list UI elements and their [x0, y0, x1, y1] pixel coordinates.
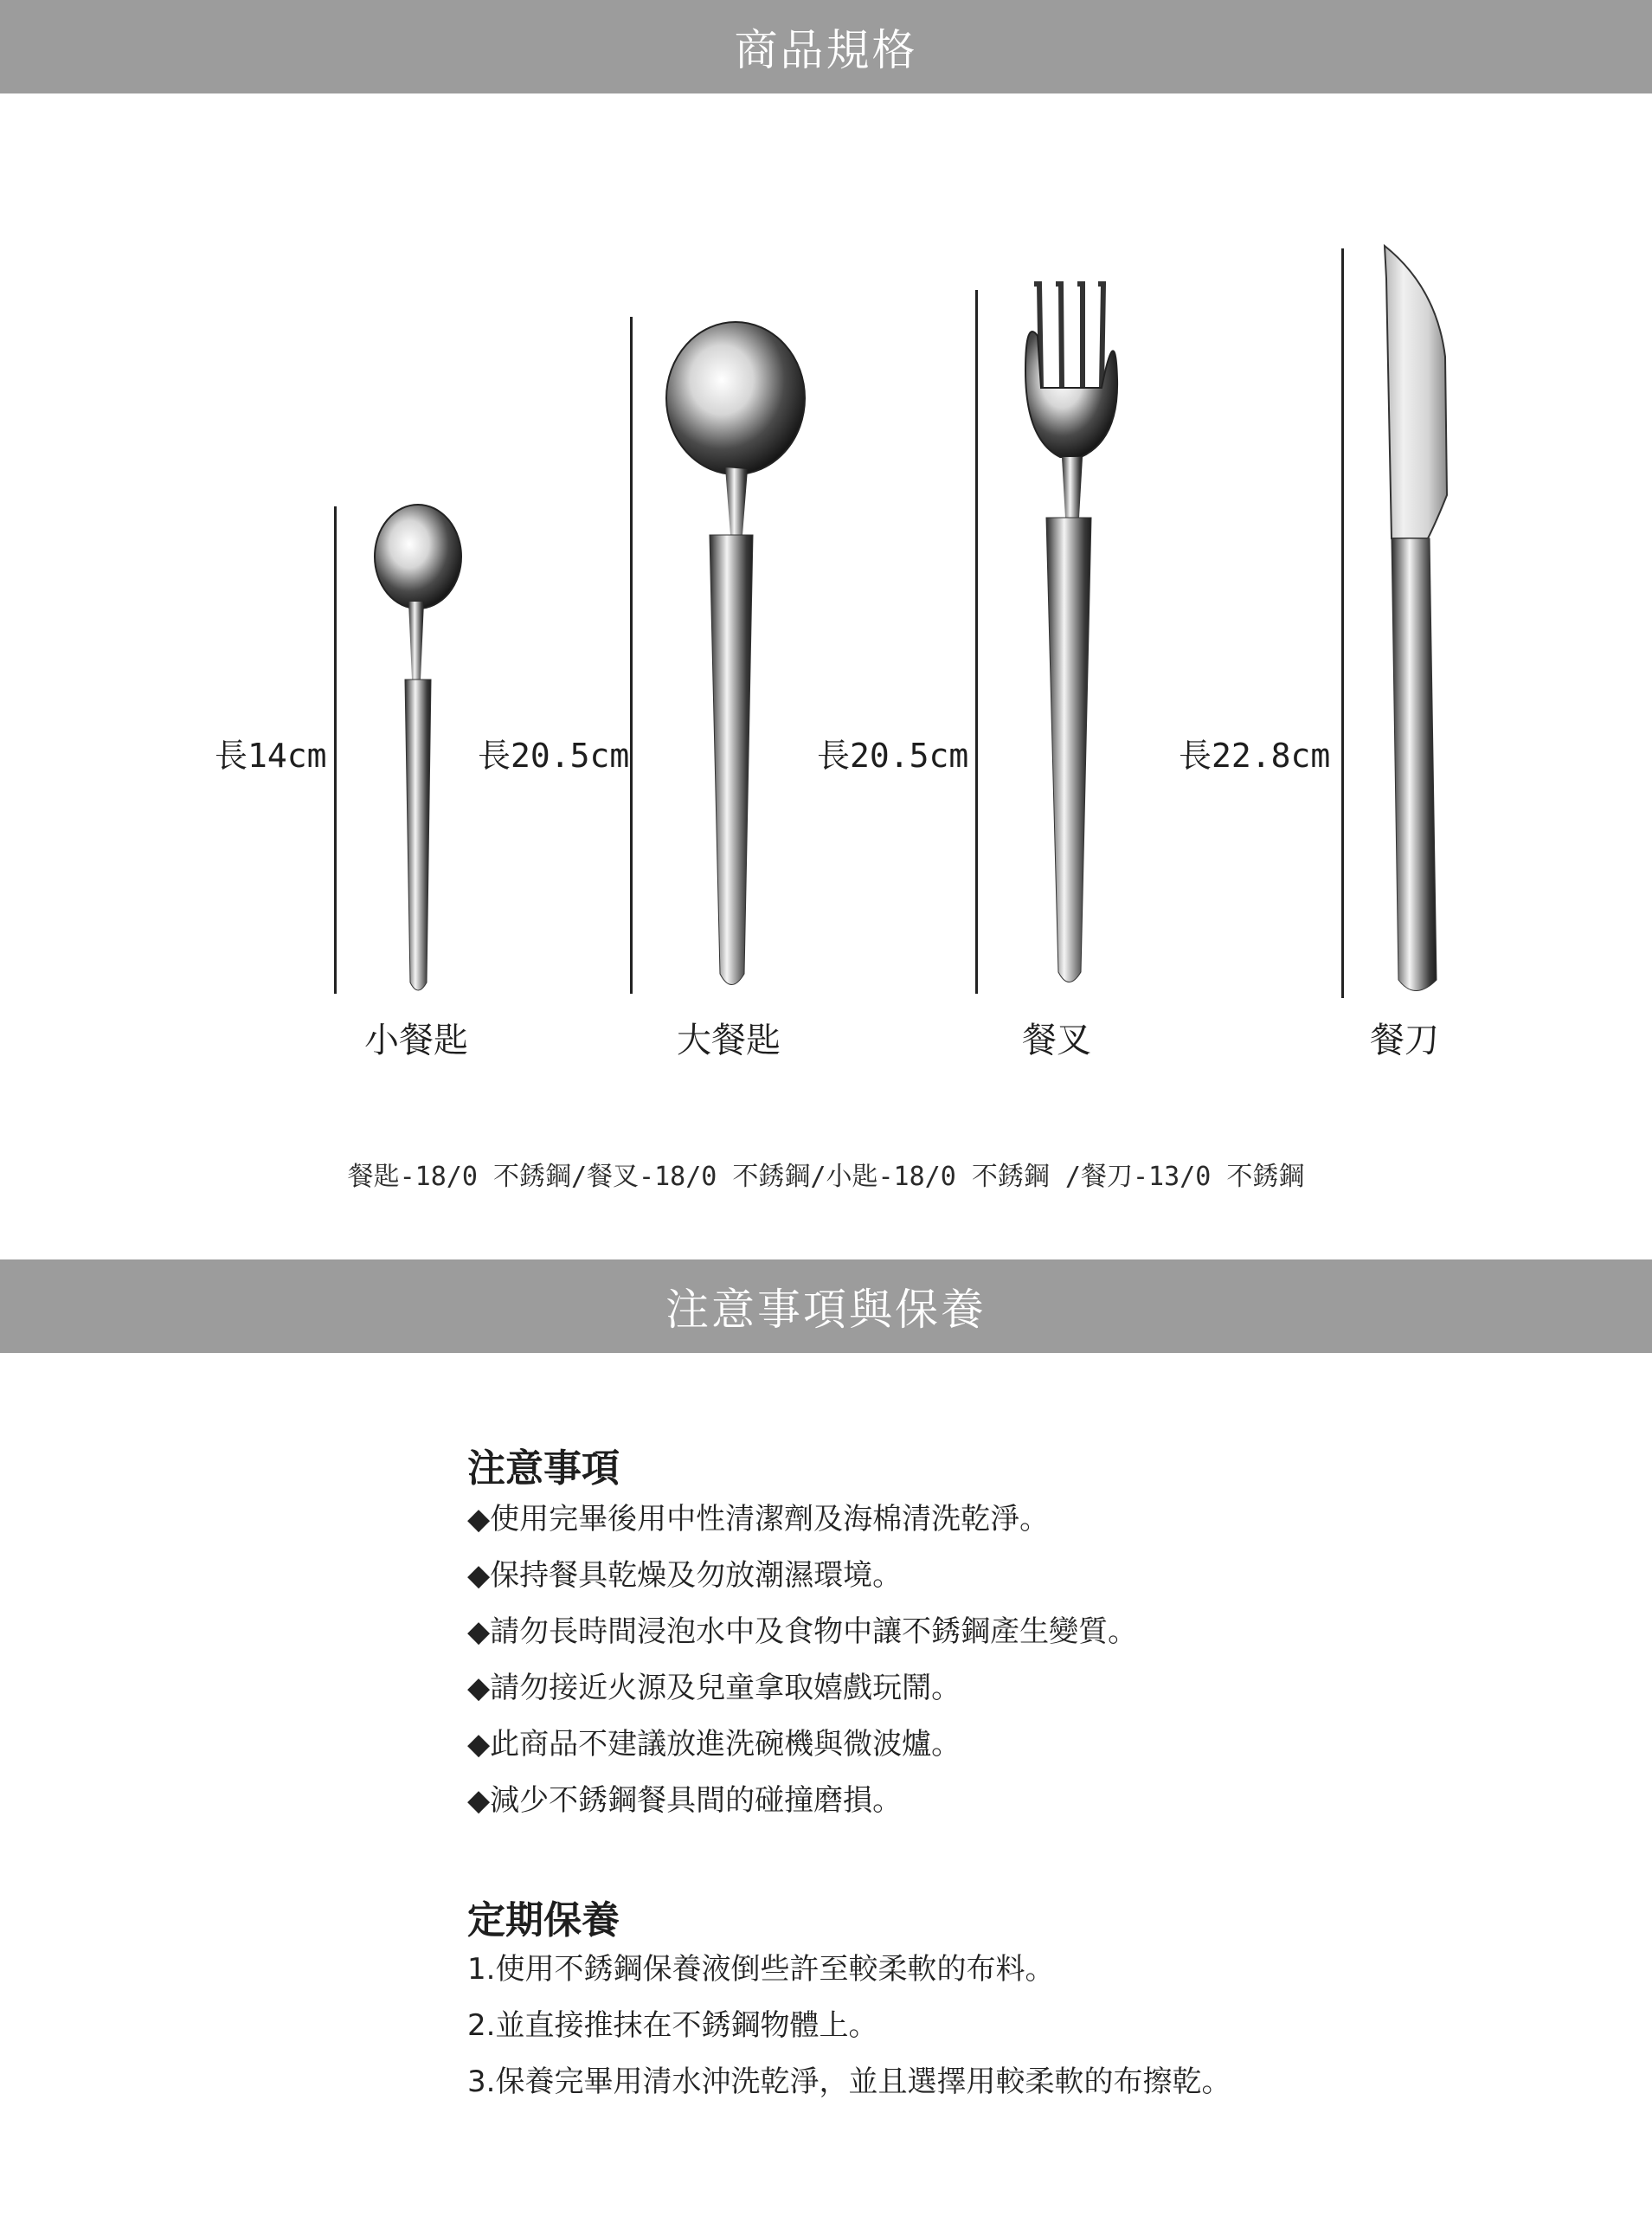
large-spoon-image	[658, 312, 822, 995]
fork-image	[1008, 284, 1129, 994]
notice-item: ◆此商品不建議放進洗碗機與微波爐。	[467, 1727, 961, 1762]
name-fork: 餐叉	[1022, 1021, 1091, 1060]
notice-item: ◆減少不銹鋼餐具間的碰撞磨損。	[467, 1783, 903, 1818]
notice-item: ◆請勿長時間浸泡水中及食物中讓不銹鋼產生變質。	[467, 1614, 1138, 1649]
spec-banner	[0, 0, 1652, 93]
maintenance-list	[467, 1942, 1231, 2110]
maintenance-item: 1.使用不銹鋼保養液倒些許至較柔軟的布料。	[467, 1952, 1055, 1987]
name-large-spoon: 大餐匙	[677, 1021, 781, 1060]
knife-image	[1376, 244, 1462, 997]
measure-line-knife	[1341, 248, 1344, 998]
length-knife: 長22.8cm	[1179, 737, 1331, 775]
notice-item: ◆使用完畢後用中性清潔劑及海棉清洗乾淨。	[467, 1502, 1050, 1536]
notice-item: ◆保持餐具乾燥及勿放潮濕環境。	[467, 1558, 903, 1593]
maintenance-item: 3.保養完畢用清水沖洗乾淨，並且選擇用較柔軟的布擦乾。	[467, 2065, 1231, 2099]
name-knife: 餐刀	[1370, 1021, 1439, 1060]
measure-line-large-spoon	[630, 317, 633, 994]
notice-title: 注意事項	[467, 1446, 620, 1491]
spec-banner-title: 商品規格	[734, 25, 918, 75]
care-banner	[0, 1259, 1652, 1353]
maintenance-item: 2.並直接推抹在不銹鋼物體上。	[467, 2008, 878, 2043]
measure-line-fork	[975, 290, 978, 994]
name-small-spoon: 小餐匙	[364, 1021, 468, 1060]
notice-list	[467, 1491, 1137, 1829]
measure-line-small-spoon	[334, 506, 337, 994]
care-banner-title: 注意事項與保養	[665, 1285, 987, 1335]
length-fork: 長20.5cm	[817, 737, 969, 775]
maintenance-title: 定期保養	[467, 1898, 620, 1942]
notice-item: ◆請勿接近火源及兒童拿取嬉戲玩鬧。	[467, 1671, 961, 1705]
length-small-spoon: 長14cm	[215, 737, 327, 775]
small-spoon-image	[363, 498, 476, 1004]
material-note: 餐匙-18/0 不銹鋼/餐叉-18/0 不銹鋼/小匙-18/0 不銹鋼 /餐刀-13/0 不銹鋼	[347, 1162, 1305, 1192]
length-large-spoon: 長20.5cm	[478, 737, 630, 775]
